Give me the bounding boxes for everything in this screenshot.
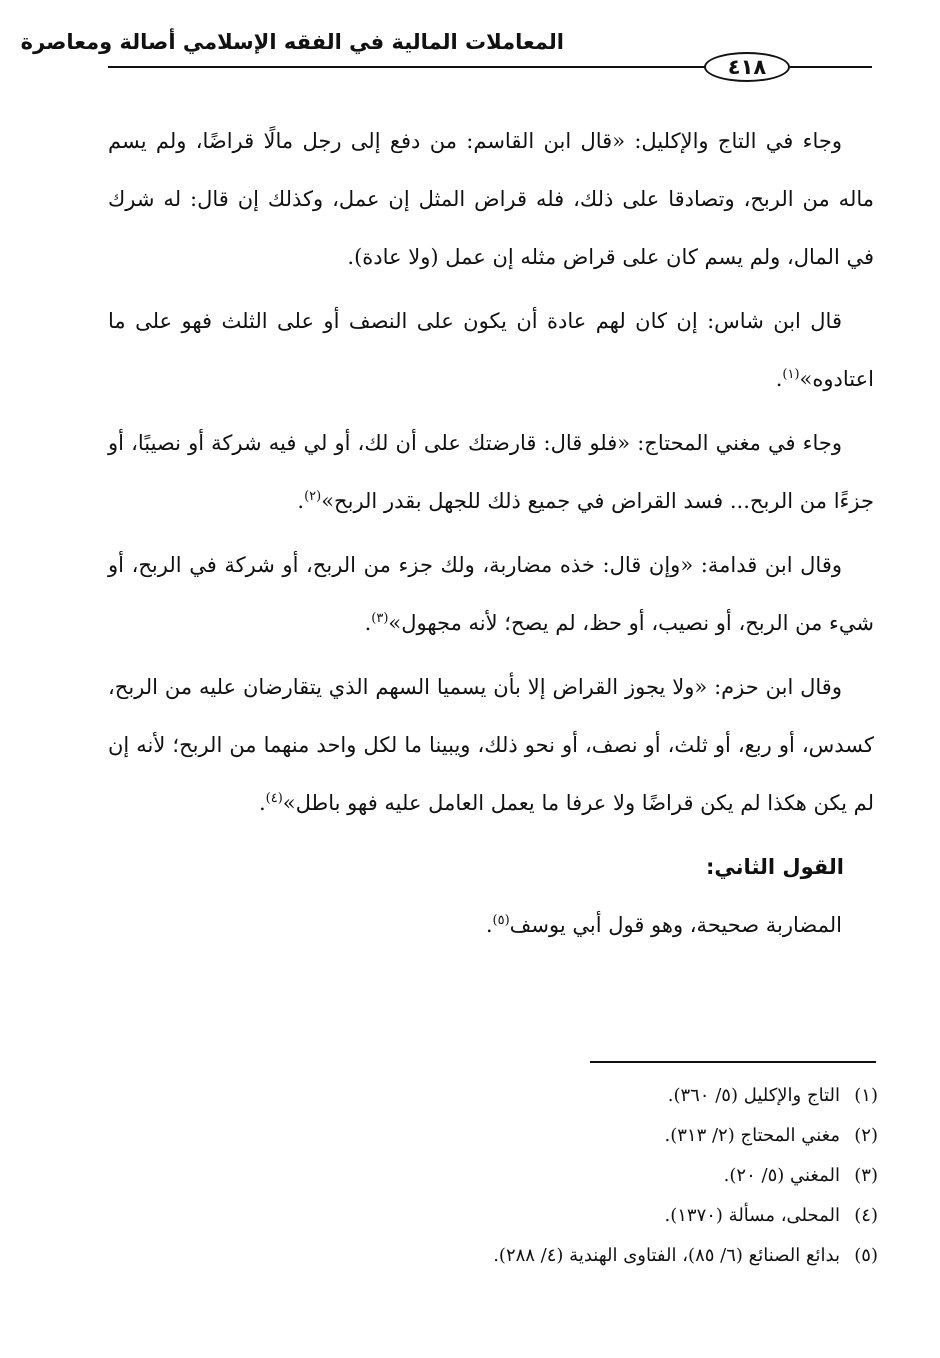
footnote-separator <box>590 1061 876 1063</box>
footnote-ref: (٥) <box>492 913 510 928</box>
footnote-text: المغني (٥/ ٢٠). <box>723 1165 840 1186</box>
paragraph-end: . <box>258 791 266 815</box>
paragraph <box>108 414 874 530</box>
paragraph-end: . <box>364 611 372 635</box>
footnote <box>300 1116 878 1156</box>
body-text <box>108 112 874 960</box>
paragraph-text: وجاء في التاج والإكليل: «قال ابن القاسم: من دفع إلى رجل مالًا قراضًا، ولم يسم ماله من الربح، وتصادقا على ذلك، فله قراض المثل إن عمل، وكذلك إن قال: له شرك في المال، ولم يسم كان على قراض مثله إن عمل (ولا عادة). <box>108 129 874 269</box>
paragraph-text: وقال ابن حزم: «ولا يجوز القراض إلا بأن يسميا السهم الذي يتقارضان عليه من الربح، كسدس، أو ربع، أو ثلث، أو نصف، أو نحو ذلك، ويبينا ما لكل واحد منهما من الربح؛ لأنه إن لم يكن هكذا لم يكن قراضًا ولا عرفا ما يعمل العامل عليه فهو باطل» <box>108 675 874 815</box>
section-heading: القول الثاني: <box>706 855 844 879</box>
footnote <box>300 1236 878 1276</box>
footnote-text: مغني المحتاج (٢/ ٣١٣). <box>664 1125 840 1146</box>
paragraph <box>108 658 874 832</box>
footnote-ref: (٣) <box>371 611 389 626</box>
footnote <box>300 1196 878 1236</box>
paragraph <box>108 292 874 408</box>
footnote-text: التاج والإكليل (٥/ ٣٦٠). <box>667 1085 840 1106</box>
paragraph <box>108 112 874 286</box>
paragraph-text: المضاربة صحيحة، وهو قول أبي يوسف <box>509 913 842 937</box>
paragraph-end: . <box>485 913 493 937</box>
footnote-number: (٣) <box>854 1165 878 1186</box>
header-rule <box>108 66 706 68</box>
paragraph <box>108 536 874 652</box>
paragraph-text: وجاء في مغني المحتاج: «فلو قال: قارضتك على أن لك، أو لي فيه شركة أو نصيبًا، أو جزءًا من الربح... فسد القراض في جميع ذلك للجهل بقدر الربح» <box>108 431 874 513</box>
footnote-number: (٤) <box>854 1205 878 1226</box>
footnote-number: (١) <box>854 1085 878 1106</box>
footnote <box>300 1076 878 1116</box>
header-rule <box>790 66 872 68</box>
footnote-ref: (١) <box>782 367 800 382</box>
footnote-number: (٢) <box>854 1125 878 1146</box>
footnote <box>300 1156 878 1196</box>
paragraph <box>108 896 874 954</box>
footnotes <box>300 1076 878 1276</box>
footnote-text: بدائع الصنائع (٦/ ٨٥)، الفتاوى الهندية (٤/ ٢٨٨). <box>493 1245 840 1266</box>
footnote-number: (٥) <box>854 1245 878 1266</box>
footnote-ref: (٤) <box>265 791 283 806</box>
footnote-text: المحلى، مسألة (١٣٧٠). <box>664 1205 840 1226</box>
paragraph-text: قال ابن شاس: إن كان لهم عادة أن يكون على النصف أو على الثلث فهو على ما اعتادوه» <box>108 309 874 391</box>
running-header-title: المعاملات المالية في الفقه الإسلامي أصالة ومعاصرة <box>20 30 564 54</box>
footnote-ref: (٢) <box>304 489 322 504</box>
paragraph-text: وقال ابن قدامة: «وإن قال: خذه مضاربة، ولك جزء من الربح، أو شركة في الربح، أو شيء من الربح، أو نصيب، أو حظ، لم يصح؛ لأنه مجهول» <box>108 553 874 635</box>
paragraph-end: . <box>297 489 305 513</box>
paragraph-end: . <box>775 367 783 391</box>
page-number: ٤١٨ <box>704 52 790 82</box>
